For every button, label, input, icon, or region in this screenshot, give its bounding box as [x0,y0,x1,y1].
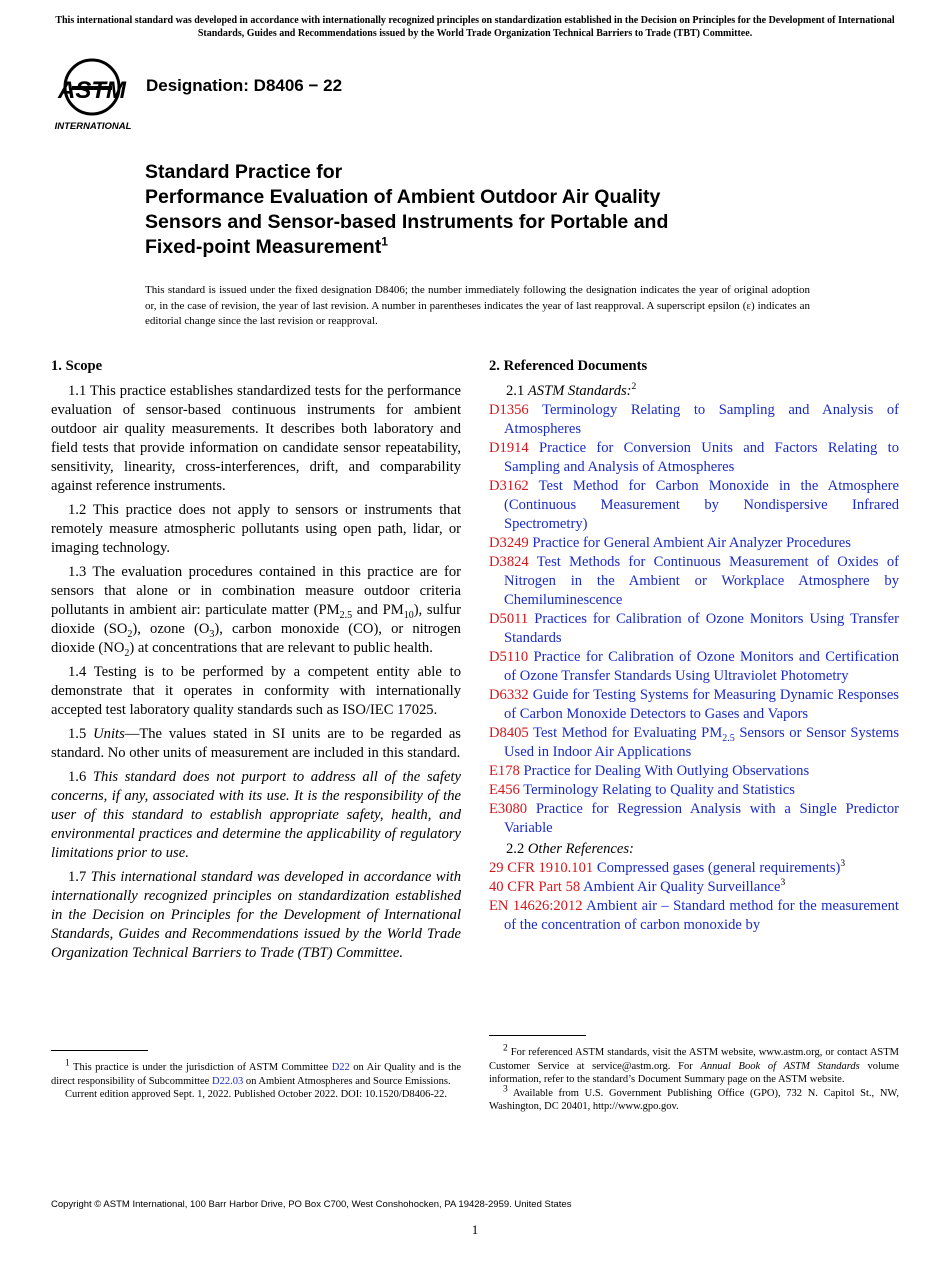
reference-footnote-mark: 3 [840,859,846,870]
reference-title-link[interactable]: Practices for Calibration of Ozone Monitors Using Transfer Standards [504,611,899,646]
reference-code-link[interactable]: D3249 [489,535,529,551]
reference-title-link[interactable]: Compressed gases (general requirements) [596,860,841,876]
footnote-rule-left [51,1050,148,1051]
astm-reference-item[interactable] [489,401,899,439]
astm-reference-item[interactable] [489,439,899,477]
reference-code-link[interactable]: D1356 [489,402,529,418]
scope-1-5: 1.5 Units—The values stated in SI units are to be regarded as standard. No other units of measurement are included in this standard. [51,726,461,761]
scope-column [51,357,461,968]
reference-title-link[interactable]: Test Method for Evaluating PM [533,725,723,741]
tbt-notice: This international standard was developed in accordance with internationally recognized principles on standardization established in the Decision on Principles for the Development of International Standards, Guides and Recommendations issued by the World Trade Organization Technical Barriers to Trade (TBT) Committee. [55,15,895,39]
page-number: 1 [471,1222,479,1237]
other-references-label: 2.2 Other References: [506,841,634,857]
astm-reference-item[interactable] [489,534,899,553]
reference-title-link[interactable]: Ambient air – Standard method for the measurement of the concentration of carbon monoxide by [504,898,899,933]
title-line-3: Sensors and Sensor-based Instruments for Portable and [145,211,669,233]
reference-title-link[interactable]: Guide for Testing Systems for Measuring Dynamic Responses of Carbon Monoxide Detectors to Gases and Vapors [504,687,899,722]
svg-text:ASTM: ASTM [58,77,126,104]
reference-title-link[interactable]: Practice for Conversion Units and Factors Relating to Sampling and Analysis of Atmospheres [504,440,899,475]
edition-note: Current edition approved Sept. 1, 2022. Published October 2022. DOI: 10.1520/D8406-22. [65,1089,448,1100]
reference-title-link[interactable]: Terminology Relating to Sampling and Analysis of Atmospheres [504,402,899,437]
astm-reference-item[interactable] [489,800,899,838]
reference-code-link[interactable]: D5011 [489,611,529,627]
scope-1-3: 1.3 The evaluation procedures contained in this practice are for sensors that alone or in combination measure outdoor criteria pollutants in ambient air: particulate matter ($PM_{2.5}$ and $PM_{10}$), sulfur dioxide $(SO_2)$, ozone $(O_3)$, carbon monoxide (CO), or nitrogen dioxide $(NO_2)$ at concentrations that are relevant to public health. [51,564,461,659]
scope-1-6: 1.6 This standard does not purport to address all of the safety concerns, if any, associated with its use. It is the responsibility of the user of this standard to establish appropriate safety, health, and environmental practices and determine the applicability of regulatory limitations prior to use. [51,769,461,861]
references-column [489,357,899,935]
copyright: Copyright © ASTM International, 100 Barr Harbor Drive, PO Box C700, West Conshohocken, PA 19428-2959. United States [51,1199,572,1210]
reference-code-link[interactable]: 29 CFR 1910.101 [489,860,594,876]
reference-code-link[interactable]: D5110 [489,649,529,665]
footnote-3: $^3$ Available from U.S. Government Publishing Office (GPO), 732 N. Capitol St., NW, Washington, DC 20401, http://www.gpo.gov. [489,1084,899,1112]
reference-code-link[interactable]: D6332 [489,687,529,703]
issue-note: This standard is issued under the fixed designation D8406; the number immediately following the designation indicates the year of original adoption or, in the case of revision, the year of last revision. A number in parentheses indicates the year of last reapproval. A superscript epsilon (ε) indicates an editorial change since the last revision or reapproval. [145,284,810,327]
reference-footnote-mark: 3 [780,878,786,889]
reference-title-link[interactable]: Test Methods for Continuous Measurement of Oxides of Nitrogen in the Ambient or Workplace Atmosphere by Chemiluminescence [504,554,899,608]
footnote-1: $^1$ This practice is under the jurisdiction of ASTM Committee D22 on Air Quality and is the direct responsibility of Subcommittee D22.03 on Ambient Atmospheres and Source Emissions. [51,1058,461,1087]
reference-title-link[interactable]: Terminology Relating to Quality and Statistics [523,782,795,798]
reference-title-link[interactable]: Test Method for Carbon Monoxide in the Atmosphere (Continuous Measurement by Nondispersive Infrared Spectrometry) [504,478,899,532]
reference-code-link[interactable]: D3824 [489,554,529,570]
other-reference-item[interactable] [489,859,899,878]
reference-title-link[interactable]: Sensors or Sensor Systems Used in Indoor Air Applications [504,725,900,760]
reference-code-link[interactable]: D1914 [489,440,529,456]
astm-reference-item[interactable] [489,553,899,610]
title-line-1: Standard Practice for [145,161,343,183]
committee-d22-link[interactable]: D22 [331,1062,350,1073]
reference-title-link[interactable]: Practice for Calibration of Ozone Monitors and Certification of Ozone Transfer Standards Using Ultraviolet Photometry [504,649,899,684]
reference-code-link[interactable]: 40 CFR Part 58 [489,879,581,895]
footnote-rule-right [489,1035,586,1036]
scope-1-7: 1.7 This international standard was developed in accordance with internationally recognized principles on standardization established in the Decision on Principles for the Development of International Standards, Guides and Recommendations issued by the World Trade Organization Technical Barriers to Trade (TBT) Committee. [51,869,462,961]
reference-code-link[interactable]: E3080 [489,801,528,817]
astm-standards-label: 2.1 ASTM Standards:$^2$ [506,382,637,399]
title-footnote-mark: 1 [381,234,388,249]
reference-title-link[interactable]: Ambient Air Quality Surveillance [583,879,781,895]
svg-text:INTERNATIONAL: INTERNATIONAL [54,121,132,132]
reference-code-link[interactable]: E178 [489,763,520,779]
title-line-4: Fixed-point Measurement [145,236,382,258]
scope-1-4: 1.4 Testing is to be performed by a competent entity able to demonstrate that it operates in conformity with internationally accepted test laboratory quality standards such as ISO/IEC 17025. [51,664,461,718]
other-reference-item[interactable] [489,878,899,897]
designation: Designation: D8406 − 22 [146,76,343,95]
astm-reference-item[interactable] [489,724,899,762]
astm-reference-item[interactable] [489,781,899,800]
other-reference-item[interactable] [489,897,899,935]
reference-title-link[interactable]: Practice for Dealing With Outlying Observations [523,763,810,779]
reference-title-link[interactable]: Practice for Regression Analysis with a Single Predictor Variable [504,801,900,836]
footnotes-left [51,1058,461,1102]
astm-reference-item[interactable] [489,648,899,686]
scope-1-2: 1.2 This practice does not apply to sensors or instruments that remotely measure atmospheric pollutants using open path, lidar, or imaging technology. [51,502,461,556]
subcommittee-d22-03-link[interactable]: D22.03 [211,1075,244,1087]
reference-code-link[interactable]: D3162 [489,478,529,494]
scope-1-1: 1.1 This practice establishes standardized tests for the performance evaluation of sensor-based continuous instruments for ambient outdoor air quality measurements. It describes both laboratory and field tests that provide information on candidate sensor repeatability, sensitivity, linearity, cross-interferences, drift, and comparability against reference instruments. [51,383,461,494]
reference-code-link[interactable]: EN 14626:2012 [489,898,583,914]
astm-logo [52,56,134,132]
astm-reference-item[interactable] [489,610,899,648]
document-title [145,160,825,260]
scope-heading: 1. Scope [51,358,103,374]
reference-title-subscript: 2.5 [722,732,735,744]
footnote-2: $^2$ For referenced ASTM standards, visit the ASTM website, www.astm.org, or contact ASTM Customer Service at service@astm.org. For Annual Book of ASTM Standards volume information, refer to the standard’s Document Summary page on the ASTM website. [489,1043,899,1085]
astm-reference-item[interactable] [489,686,899,724]
title-line-2: Performance Evaluation of Ambient Outdoor Air Quality [145,186,661,208]
footnotes-right [489,1043,899,1114]
reference-title-link[interactable]: Practice for General Ambient Air Analyzer Procedures [532,535,851,551]
reference-code-link[interactable]: E456 [489,782,520,798]
astm-reference-item[interactable] [489,477,899,534]
reference-code-link[interactable]: D8405 [489,725,529,741]
astm-reference-item[interactable] [489,762,899,781]
references-heading: 2. Referenced Documents [489,358,648,374]
